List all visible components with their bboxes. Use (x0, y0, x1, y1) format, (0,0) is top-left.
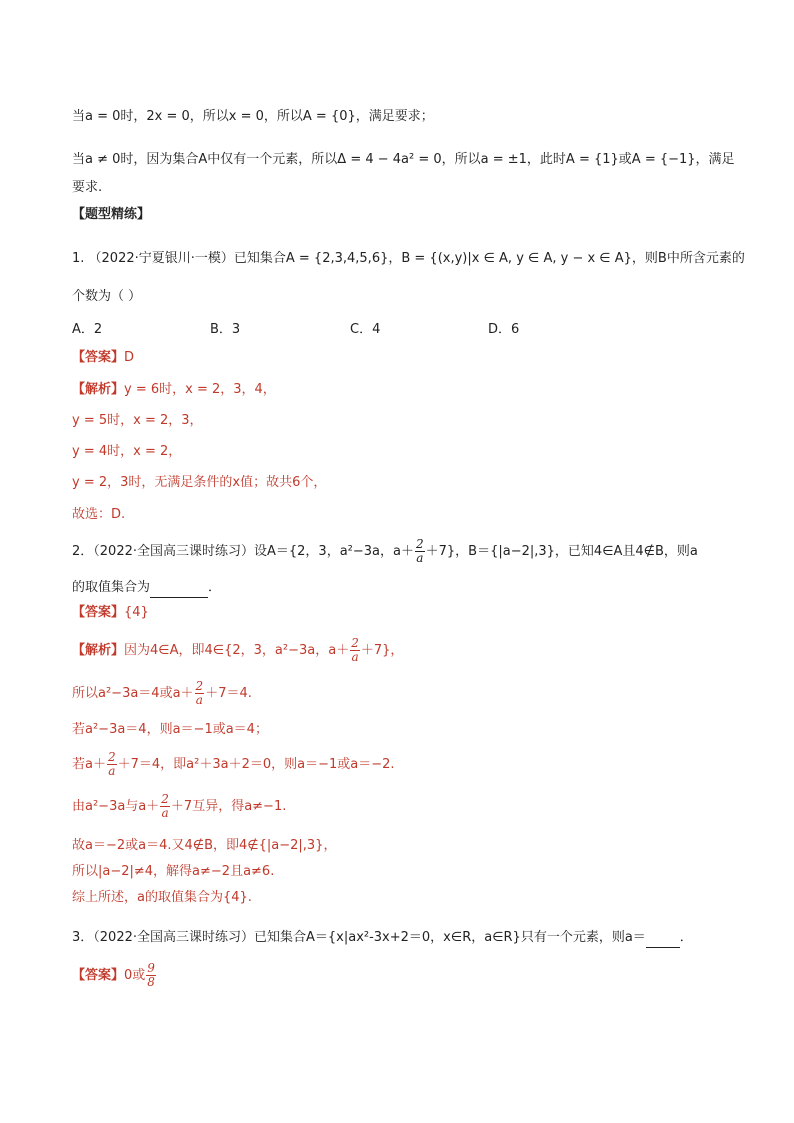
q1-analysis-1: 【解析】y = 6时，x = 2，3，4， (72, 382, 276, 397)
q2-answer-blank[interactable] (150, 583, 208, 598)
q1-stem-2: 个数为（ ） (72, 289, 142, 304)
q2-analysis-4: 若a＋ $\frac{2}{a}$ ＋7＝4，即a²＋3a＋2＝0，则a＝−1或a＝−2. (72, 750, 395, 778)
q2-analysis-7: 所以|a−2|≠4，解得a≠−2且a≠6. (72, 864, 275, 879)
q3-fraction: $\frac{9}{8}$ (147, 961, 155, 989)
answer-label: 【答案】 (72, 968, 125, 983)
q1-answer (72, 348, 134, 368)
q2-analysis-8: 综上所述，a的取值集合为{4}. (72, 890, 252, 905)
q1-analysis-4: y = 2，3时，无满足条件的x值；故共6个， (72, 475, 327, 490)
q1-analysis-2: y = 5时，x = 2，3， (72, 413, 203, 428)
q2-stem-2: 的取值集合为 ． (72, 578, 221, 598)
q1-option-d: D．6 (488, 322, 520, 337)
q1-analysis-5: 故选：D. (72, 507, 126, 522)
q3-stem: 3．（2022·全国高三课时练习）已知集合A＝{x|ax²-3x+2＝0，x∈R，a∈R}只有一个元素，则a＝ ． (72, 928, 693, 948)
q1-option-a: A．2 (72, 322, 103, 337)
intro-line-1: 当a = 0时，2x = 0，所以x = 0，所以A = {0}，满足要求； (72, 109, 434, 124)
q2-stem: 2．（2022·全国高三课时练习）设A＝{2，3，a²−3a，a＋ $\frac{2}{a}$ ＋7}，B＝{|a−2|,3}，已知4∈A且4∉B，则a (72, 537, 698, 565)
answer-label: 【答案】 (72, 350, 125, 365)
analysis-label: 【解析】 (72, 382, 125, 397)
q2-fraction: $\frac{2}{a}$ (415, 537, 424, 565)
q2-analysis-2: 所以a²−3a＝4或a＋ $\frac{2}{a}$ ＋7＝4. (72, 679, 252, 707)
q3-answer-blank[interactable] (646, 933, 680, 948)
q2-analysis-3: 若a²−3a＝4，则a＝−1或a＝4； (72, 722, 268, 737)
intro-line-2: 当a ≠ 0时，因为集合A中仅有一个元素，所以Δ = 4 − 4a² = 0，所以a = ±1，此时A = {1}或A = {−1}，满足 (72, 152, 735, 167)
q2-answer (72, 603, 149, 623)
q1-stem: 1. （2022·宁夏银川·一模）已知集合A = {2,3,4,5,6}，B = {(x,y)|x ∈ A, y ∈ A, y − x ∈ A}，则B中所含元素的 (72, 251, 745, 266)
intro-line-3: 要求. (72, 180, 103, 195)
q2-analysis-6: 故a＝−2或a＝4.又4∉B，即4∉{|a−2|,3}， (72, 838, 337, 853)
q2-set-part-1: {2，3，a²−3a，a＋ (288, 544, 414, 559)
q2-analysis-5: 由a²−3a与a＋ $\frac{2}{a}$ ＋7互异，得a≠−1. (72, 792, 287, 820)
answer-value: {4} (124, 605, 149, 620)
q1-analysis-3: y = 4时，x = 2， (72, 444, 182, 459)
q1-option-b: B．3 (210, 322, 241, 337)
q1-option-c: C．4 (350, 322, 381, 337)
q2-analysis-1: 【解析】因为4∈A，即4∈{2，3，a²−3a，a＋ $\frac{2}{a}$ ＋7}， (72, 636, 404, 664)
answer-value: D (124, 350, 135, 365)
answer-label: 【答案】 (72, 605, 125, 620)
q3-answer: 【答案】0或 $\frac{9}{8}$ (72, 961, 155, 989)
section-title: 【题型精练】 (72, 207, 151, 222)
analysis-label: 【解析】 (72, 643, 125, 658)
